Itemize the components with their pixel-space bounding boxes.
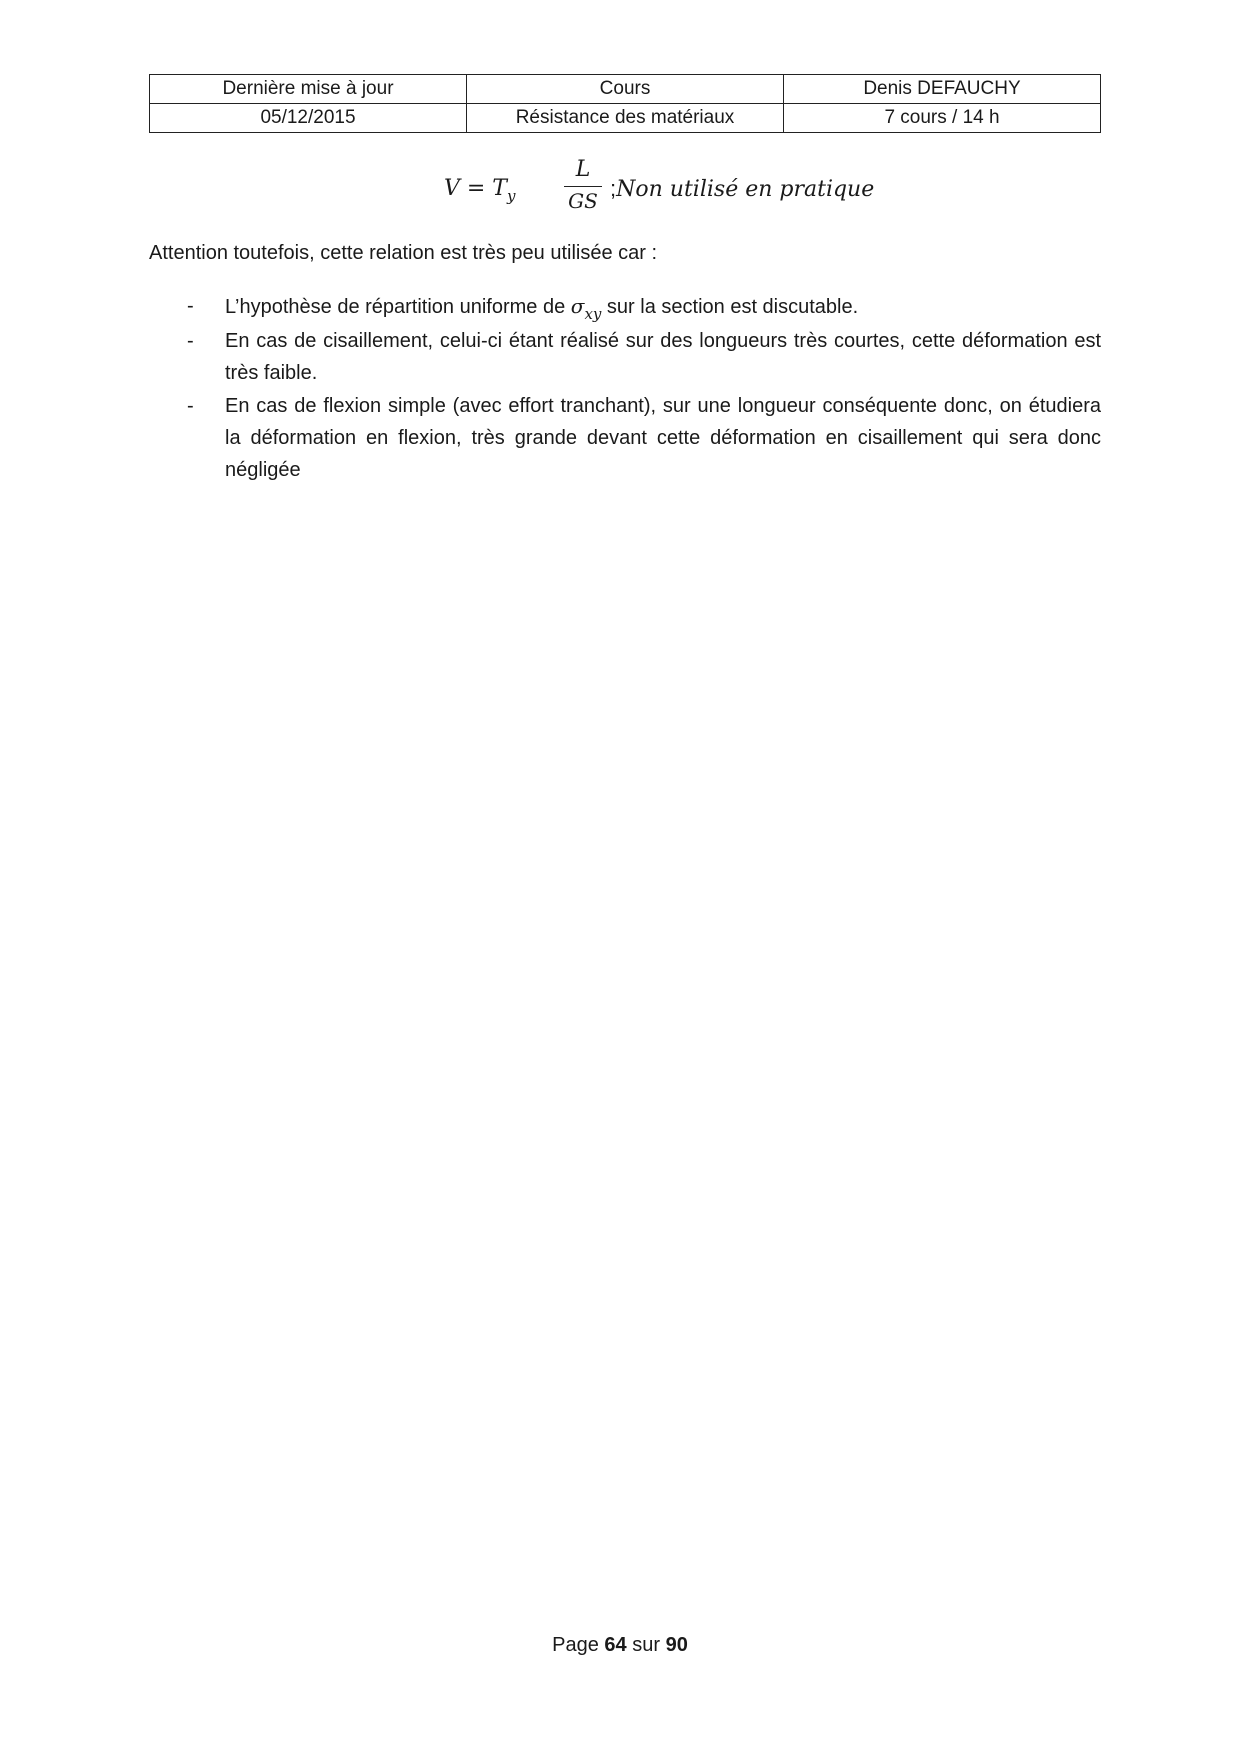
bullet-dash: -	[187, 330, 194, 352]
footer-middle: sur	[626, 1634, 666, 1656]
intro-paragraph: Attention toutefois, cette relation est très peu utilisée car :	[149, 242, 658, 264]
footer-prefix: Page	[552, 1634, 605, 1656]
header-table	[149, 74, 1101, 133]
formula-fraction	[562, 156, 604, 215]
formula-separator: ;	[610, 176, 617, 201]
formula-note	[610, 176, 874, 202]
bullet-text: En cas de cisaillement, celui-ci étant réalisé sur des longueurs très courtes, cette déformation est très faible.	[225, 330, 1101, 384]
sigma-letter: σ	[570, 294, 585, 318]
bullet-dash: -	[187, 395, 194, 417]
formula-lhs	[444, 176, 516, 205]
sigma-xy-symbol	[570, 294, 602, 323]
header-cell-subject: Résistance des matériaux	[467, 104, 784, 133]
formula-lhs-subscript: y	[506, 187, 516, 205]
bullet-text: En cas de flexion simple (avec effort tranchant), sur une longueur conséquente donc, on étudiera la déformation en flexion, très grande devant cette déformation en cisaillement qui sera donc négligée	[225, 395, 1101, 481]
header-cell-update-label: Dernière mise à jour	[150, 75, 467, 104]
footer-total-pages: 90	[665, 1634, 688, 1656]
header-row	[150, 75, 1101, 104]
shear-deformation-formula	[444, 156, 875, 220]
header-row	[150, 104, 1101, 133]
header-cell-type-label: Cours	[467, 75, 784, 104]
bullet-dash: -	[187, 295, 194, 317]
bullet-text-part: sur la section est discutable.	[601, 296, 859, 318]
formula-numerator: L	[575, 157, 591, 182]
bullet-list	[149, 290, 1101, 487]
list-item	[149, 290, 1101, 324]
formula-lhs-text: V = T	[444, 176, 507, 201]
header-cell-date: 05/12/2015	[150, 104, 467, 133]
sigma-subscript: xy	[584, 305, 602, 323]
header-cell-author: Denis DEFAUCHY	[784, 75, 1101, 104]
header-cell-duration: 7 cours / 14 h	[784, 104, 1101, 133]
page-footer	[0, 1634, 1240, 1657]
formula-denominator: GS	[568, 189, 598, 213]
list-item	[149, 325, 1101, 389]
formula-note-text: Non utilisé en pratique	[616, 177, 875, 202]
list-item	[149, 390, 1101, 486]
bullet-text-part: L’hypothèse de répartition uniforme de	[225, 296, 571, 318]
footer-page-number: 64	[604, 1634, 627, 1656]
